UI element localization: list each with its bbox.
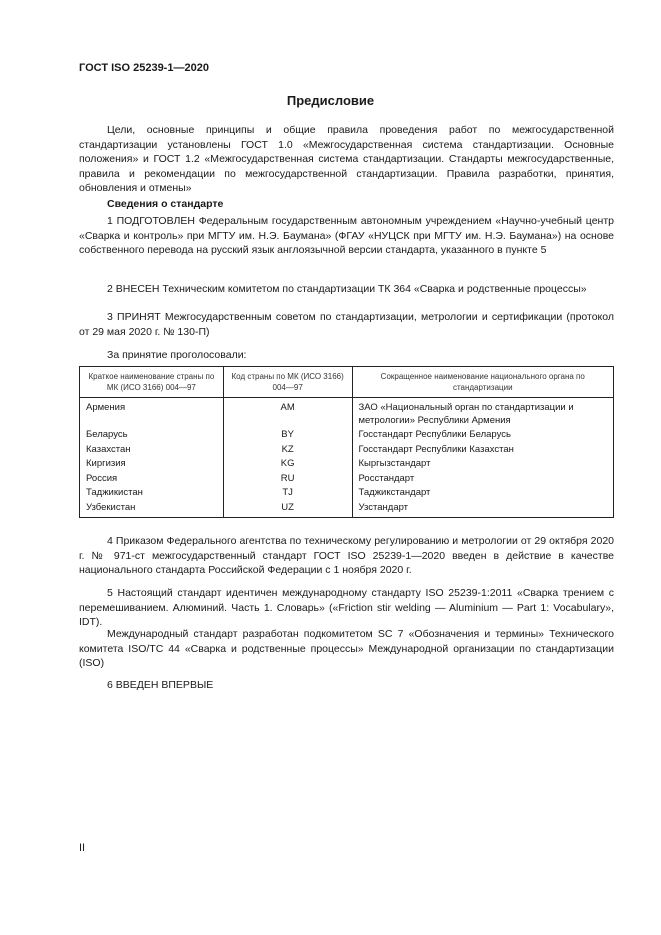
body-cell: ЗАО «Национальный орган по стандартизации и метрологии» Республики Армения	[352, 398, 614, 429]
item-3-paragraph: 3 ПРИНЯТ Межгосударственным советом по стандартизации, метрологии и сертификации (протокол от 29 мая 2020 г. № 130-П)	[79, 311, 614, 338]
document-header: ГОСТ ISO 25239-1—2020	[79, 62, 209, 74]
country-cell: Россия	[80, 472, 224, 487]
country-cell: Таджикистан	[80, 486, 224, 501]
intro-paragraph: Цели, основные принципы и общие правила проведения работ по межгосударственной стандартизации установлены ГОСТ 1.0 «Межгосударственная система стандартизации. Основные положения» и ГОСТ 1.2 «Межгосударственная система стандартизации. Стандарты межгосударственные, правила и рекомендации по межгосударственной стандартизации. Правила разработки, принятия, обновления и отмены»	[79, 124, 614, 195]
table-header-row	[80, 367, 614, 398]
page-number: II	[79, 842, 86, 854]
code-cell: KG	[223, 457, 352, 472]
table-row	[80, 486, 614, 501]
code-cell: RU	[223, 472, 352, 487]
code-cell: BY	[223, 428, 352, 443]
table-row	[80, 472, 614, 487]
item-2-paragraph: 2 ВНЕСЕН Техническим комитетом по стандартизации ТК 364 «Сварка и родственные процессы»	[107, 283, 587, 295]
body-cell: Узстандарт	[352, 501, 614, 518]
body-cell: Таджикстандарт	[352, 486, 614, 501]
code-cell: UZ	[223, 501, 352, 518]
body-cell: Госстандарт Республики Беларусь	[352, 428, 614, 443]
table-row	[80, 428, 614, 443]
body-cell: Росстандарт	[352, 472, 614, 487]
table-row	[80, 443, 614, 458]
country-cell: Казахстан	[80, 443, 224, 458]
body-cell: Госстандарт Республики Казахстан	[352, 443, 614, 458]
code-cell: KZ	[223, 443, 352, 458]
country-cell: Узбекистан	[80, 501, 224, 518]
code-cell: AM	[223, 398, 352, 429]
item-5-note-paragraph: Международный стандарт разработан подкомитетом SC 7 «Обозначения и термины» Технического комитета ISO/TC 44 «Сварка и родственные процессы» Международной организации по стандартизации (ISO)	[79, 628, 614, 670]
column-header-code: Код страны по МК (ИСО 3166) 004—97	[223, 367, 352, 398]
item-4-paragraph: 4 Приказом Федерального агентства по техническому регулированию и метрологии от 29 октября 2020 г. № 971-ст межгосударственный стандарт ГОСТ ISO 25239-1—2020 введен в действие в качестве национального стандарта Российской Федерации с 1 ноября 2020 г.	[79, 535, 614, 577]
page-title: Предисловие	[286, 93, 375, 108]
section-title: Сведения о стандарте	[107, 198, 224, 210]
item-5-paragraph: 5 Настоящий стандарт идентичен международному стандарту ISO 25239-1:2011 «Сварка трением с перемешиванием. Алюминий. Часть 1. Словарь» («Friction stir welding — Aluminium — Part 1: Vocabulary», IDT).	[79, 587, 614, 629]
country-cell: Киргизия	[80, 457, 224, 472]
voting-table	[79, 366, 614, 518]
table-row	[80, 501, 614, 518]
item-1-paragraph: 1 ПОДГОТОВЛЕН Федеральным государственным автономным учреждением «Научно-учебный центр «Сварка и контроль» при МГТУ им. Н.Э. Баумана» (ФГАУ «НУЦСК при МГТУ им. Н.Э. Баумана») на основе собственного перевода на русский язык англоязычной версии стандарта, указанного в пункте 5	[79, 215, 614, 257]
item-6-paragraph: 6 ВВЕДЕН ВПЕРВЫЕ	[107, 679, 214, 691]
code-cell: TJ	[223, 486, 352, 501]
column-header-body: Сокращенное наименование национального органа по стандартизации	[352, 367, 614, 398]
country-cell: Беларусь	[80, 428, 224, 443]
body-cell: Кыргызстандарт	[352, 457, 614, 472]
column-header-country: Краткое наименование страны по МК (ИСО 3166) 004—97	[80, 367, 224, 398]
table-row	[80, 457, 614, 472]
table-row	[80, 398, 614, 429]
votes-label: За принятие проголосовали:	[107, 349, 247, 361]
country-cell: Армения	[80, 398, 224, 429]
